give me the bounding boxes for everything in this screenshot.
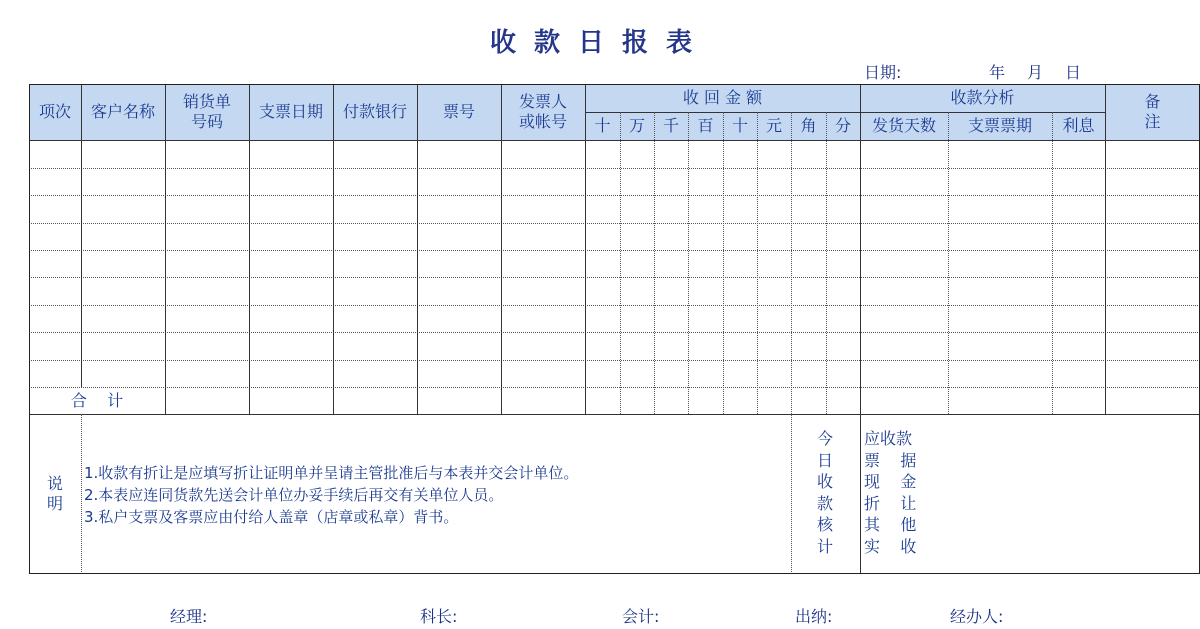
- header-sales-no-line2: 号码: [190, 112, 223, 131]
- divider: [29, 360, 1200, 361]
- summary-row-actual: 实 收: [864, 536, 917, 556]
- header-ticket-no: 票号: [442, 102, 475, 121]
- header-sales-no-line1: 销货单: [182, 92, 231, 111]
- note-item: 2.本表应连同货款先送会计单位办妥手续后再交有关单位人员。: [84, 486, 504, 504]
- summary-row-cash: 现 金: [864, 472, 917, 491]
- header-customer: 客户名称: [90, 102, 155, 121]
- divider: [29, 250, 1200, 251]
- footer-accountant: 会计:: [622, 607, 660, 626]
- digit-header: 十: [731, 116, 748, 135]
- analysis-header-interest: 利息: [1062, 116, 1095, 135]
- digit-header: 百: [697, 116, 714, 135]
- note-item: 3.私户支票及客票应由付给人盖章（店章或私章）背书。: [84, 508, 459, 526]
- header-remark-line1: 备: [1144, 92, 1161, 111]
- divider: [29, 387, 1200, 388]
- divider: [620, 112, 621, 414]
- header-remark: [1105, 84, 1200, 140]
- report-title: 收款日报表: [489, 28, 710, 58]
- divider: [585, 112, 1105, 113]
- date-year: 年: [989, 63, 1006, 82]
- digit-header: 千: [662, 116, 679, 135]
- divider: [654, 112, 655, 414]
- today-summary-char: 核: [816, 515, 833, 534]
- divider: [688, 112, 689, 414]
- analysis-header-ship-days: 发货天数: [871, 116, 936, 135]
- divider: [29, 223, 1200, 224]
- notes-list: [84, 462, 578, 528]
- note-item: 1.收款有折让是应填写折让证明单并呈请主管批准后与本表并交会计单位。: [84, 464, 579, 482]
- notes-label-line1: 说: [46, 474, 63, 493]
- total-label: 合 计: [70, 390, 124, 410]
- header-analysis-group: 收款分析: [950, 88, 1015, 107]
- header-check-date: 支票日期: [258, 102, 323, 121]
- footer-cashier: 出纳:: [795, 607, 833, 626]
- header-issuer-line1: 发票人: [518, 92, 567, 111]
- header-bank: 付款银行: [342, 102, 407, 121]
- date-day: 日: [1065, 63, 1082, 82]
- divider: [1052, 112, 1053, 414]
- divider: [826, 112, 827, 414]
- date-month: 月: [1027, 63, 1044, 82]
- today-summary-char: 款: [816, 493, 833, 513]
- divider: [948, 112, 949, 414]
- header-sales-no: [165, 84, 249, 140]
- divider: [860, 84, 861, 574]
- footer-manager: 经理:: [170, 607, 208, 626]
- divider: [29, 140, 1200, 141]
- digit-header: 十: [594, 116, 611, 135]
- footer-section-chief: 科长:: [420, 607, 458, 626]
- divider: [29, 332, 1200, 333]
- divider: [29, 195, 1200, 196]
- divider: [81, 414, 82, 574]
- divider: [29, 305, 1200, 306]
- divider: [333, 84, 334, 414]
- divider: [1105, 84, 1106, 414]
- summary-row-bills: 票 据: [864, 450, 917, 470]
- divider: [791, 414, 792, 574]
- today-summary-char: 收: [816, 472, 833, 491]
- digit-header: 元: [765, 116, 782, 135]
- summary-row-other: 其 他: [864, 515, 917, 534]
- today-summary-char: 日: [816, 450, 833, 470]
- divider: [29, 414, 1200, 415]
- today-summary-label: [815, 428, 835, 557]
- today-summary-rows: [864, 428, 916, 557]
- today-summary-char: 计: [816, 536, 833, 556]
- summary-row-receivable: 应收款: [864, 429, 913, 448]
- header-remark-line2: 注: [1144, 112, 1161, 131]
- divider: [249, 84, 250, 414]
- summary-row-discount: 折 让: [864, 493, 917, 513]
- digit-header: 万: [628, 116, 645, 135]
- header-item: 项次: [38, 102, 71, 121]
- divider: [791, 112, 792, 414]
- divider: [29, 168, 1200, 169]
- notes-label-line2: 明: [46, 494, 63, 513]
- header-amount-group: 收 回 金 额: [682, 88, 763, 107]
- analysis-header-check-term: 支票票期: [967, 116, 1032, 135]
- divider: [81, 84, 82, 387]
- divider: [723, 112, 724, 414]
- header-issuer-line2: 或帐号: [518, 112, 567, 131]
- notes-label: [29, 414, 81, 574]
- divider: [29, 277, 1200, 278]
- digit-header: 角: [800, 116, 817, 135]
- divider: [501, 84, 502, 414]
- digit-header: 分: [834, 116, 851, 135]
- header-issuer: [501, 84, 585, 140]
- divider: [165, 84, 166, 414]
- divider: [757, 112, 758, 414]
- footer-handler: 经办人:: [950, 607, 1004, 626]
- divider: [585, 84, 586, 414]
- divider: [417, 84, 418, 414]
- today-summary-char: 今: [816, 429, 833, 448]
- date-label: 日期:: [864, 63, 902, 82]
